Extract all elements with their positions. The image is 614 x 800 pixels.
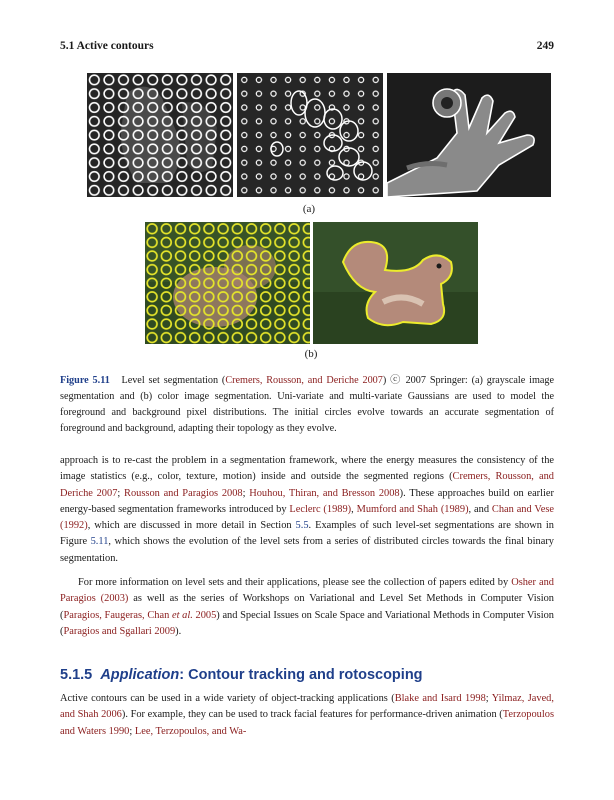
figure-caption: Figure 5.11 Level set segmentation (Cremers, Rousson, and Deriche 2007) ⓒ 2007 Springer: (a) grayscale image segmentation and (b) color image segmentation. Uni-variate and multi-variate Gaussians are used to model the foreground and background pixel distributions. The initial circles evolve towards an accurate segmentation of foreground and background, adapting their topology as they evolve. xyxy=(60,375,555,434)
subfigure-label-b: (b) xyxy=(304,348,318,360)
running-header xyxy=(60,40,554,52)
figure-panel-a3 xyxy=(387,73,551,197)
citation-link[interactable]: Cremers, Rousson, and Deriche 2007 xyxy=(225,375,383,386)
figure-link[interactable]: 5.11 xyxy=(90,536,109,548)
citation-link[interactable]: Paragios and Sgallari 2009 xyxy=(63,625,176,637)
citation-link[interactable]: Cremers, Rousson, and Deriche 2007 xyxy=(60,471,554,499)
citation-link[interactable]: Leclerc (1989) xyxy=(289,503,352,515)
section-header: 5.1 Active contours xyxy=(60,40,154,52)
citation-link[interactable]: Chan and Vese (1992) xyxy=(60,503,554,532)
paragraph-3: Active contours can be used in a wide variety of object-tracking applications (Blake and Isard 1998; Yilmaz, Javed, and Shah 2006). For example, they can be used to track facial features for performance-driven animation (Terzopoulos and Waters 1990; Lee, Terzopoulos, and Wa- xyxy=(60,693,554,737)
citation-link[interactable]: Paragios, Faugeras, Chan et al. 2005 xyxy=(63,609,217,621)
citation-link[interactable]: Yilmaz, Javed, and Shah 2006 xyxy=(60,693,554,721)
figure-panel-b2 xyxy=(313,222,478,344)
citation-link[interactable]: Osher and Paragios (2003) xyxy=(60,577,554,605)
citation-link[interactable]: Terzopoulos and Waters 1990 xyxy=(60,709,554,737)
citation-link[interactable]: Lee, Terzopoulos, and Wa- xyxy=(134,725,247,737)
section-link[interactable]: 5.5 xyxy=(295,520,309,532)
figure-label: Figure 5.11 xyxy=(60,375,110,386)
subfigure-label-a: (a) xyxy=(302,203,316,215)
citation-link[interactable]: Blake and Isard 1998 xyxy=(394,693,486,704)
citation-link[interactable]: Rousson and Paragios 2008 xyxy=(124,487,243,499)
copyright-symbol: ⓒ xyxy=(390,375,402,386)
citation-link[interactable]: Houhou, Thiran, and Bresson 2008 xyxy=(249,487,400,499)
figure-panel-b1 xyxy=(145,222,310,344)
citation-link[interactable]: Mumford and Shah (1989) xyxy=(356,503,469,515)
figure-panel-a2 xyxy=(237,73,383,197)
section-heading: 5.1.5 Application: Contour tracking and rotoscoping xyxy=(60,667,423,683)
figure-panel-a1 xyxy=(87,73,233,197)
paragraph-2: For more information on level sets and their applications, please see the collection of papers edited by Osher and Paragios (2003) as well as the series of Workshops on Variational and Level Set Methods in Computer Vision (Paragios, Faugeras, Chan et al. 2005) and Special Issues on Scale Space and Variational Methods in Computer Vision (Paragios and Sgallari 2009). xyxy=(60,577,554,637)
page-number: 249 xyxy=(536,40,554,52)
paragraph-1: approach is to re-cast the problem in a segmentation framework, where the energy measures the consistency of the image statistics (e.g., color, texture, motion) inside and outside the segmented regions (Cremers, Rousson, and Deriche 2007; Rousson and Paragios 2008; Houhou, Thiran, and Bresson 2008). These approaches build on earlier energy-based segmentation frameworks introduced by Leclerc (1989), Mumford and Shah (1989), and Chan and Vese (1992), which are discussed in more detail in Section 5.5. Examples of such level-set segmentations are shown in Figure 5.11, which shows the evolution of the level sets from a series of distributed circles towards the final binary segmentation. xyxy=(60,455,554,564)
